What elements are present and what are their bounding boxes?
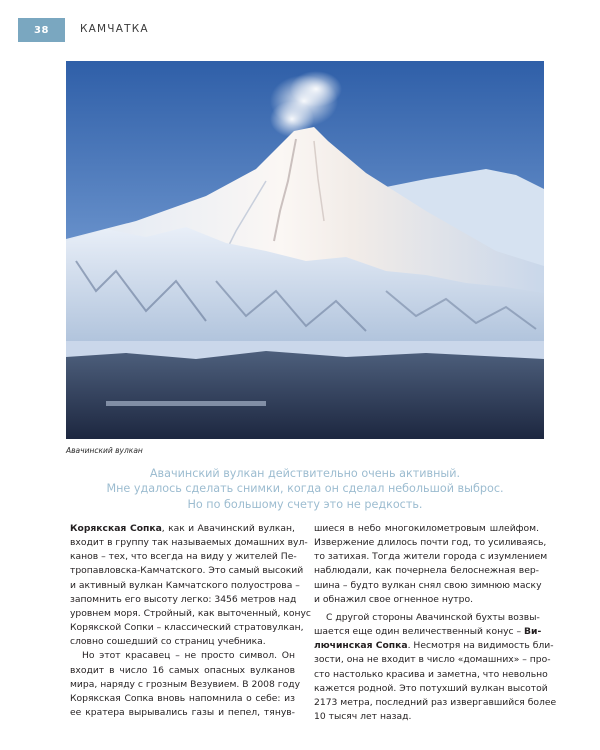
text-line: 10 тысяч лет назад.: [314, 711, 412, 723]
pull-quote-line: Но по большому счету это не редкость.: [187, 497, 423, 511]
text-line: канов – тех, что всегда на виду у жителей Пе-: [70, 551, 297, 563]
text-line: словно сошедший со страниц учебника.: [70, 636, 266, 648]
term-vilyuchinskaya: лючинская Сопка: [314, 640, 408, 652]
term-koryakskaya: Корякская Сопка: [70, 523, 162, 534]
text-line: и активный вулкан Камчатского полуострова –: [70, 579, 300, 591]
text-line: 2173 метра, последний раз извергавшийся более: [314, 696, 557, 708]
text-line: шиеся в небо многокилометровым шлейфом.: [314, 523, 539, 534]
text-line: Корякская Сопка, как и Авачинский вулкан,: [70, 523, 295, 534]
forest: [66, 351, 544, 439]
photo-caption: Авачинский вулкан: [66, 446, 143, 455]
running-title: КАМЧАТКА: [80, 23, 149, 35]
page-number: 38: [34, 24, 49, 36]
text-column-right: [314, 522, 557, 724]
pull-quote-line: Авачинский вулкан действительно очень активный.: [149, 467, 461, 480]
text-line: тропавловска-Камчатского. Это самый высокий: [70, 565, 304, 577]
text-line: С другой стороны Авачинской бухты возвы-: [326, 611, 540, 623]
term-vilyuchinskaya: Ви-: [524, 626, 542, 638]
page-number-badge: [18, 18, 65, 42]
text-line: входит в число 16 самых опасных вулканов: [70, 664, 295, 676]
text-line: и обнажил свое огненное нутро.: [314, 593, 474, 605]
text-line: зости, она не входит в число «домашних» – про-: [314, 654, 551, 666]
text-line: Корякская Сопка вновь напомнила о себе: из: [70, 692, 295, 704]
text-line: лючинская Сопка. Несмотря на видимость бли-: [314, 640, 554, 652]
text-line: сто настолько красива и заметна, что невольно: [314, 668, 548, 680]
text-line: запомнить его высоту легко: 3456 метров над: [70, 593, 297, 605]
text-line: то затихая. Тогда жители города с изумлением: [314, 551, 548, 563]
pull-quote: [66, 466, 544, 512]
text-line: Извержение длилось почти год, то усиливаясь,: [314, 537, 547, 549]
text-line: мира, наряду с грозным Везувием. В 2008 году: [70, 678, 301, 690]
text-line: кажется родной. Это потухший вулкан высотой: [314, 682, 548, 694]
text-line: шается еще один величественный конус – Ви-: [314, 626, 542, 638]
pull-quote-line: Мне удалось сделать снимки, когда он сделал небольшой выброс.: [106, 482, 504, 496]
volcano-photo: [66, 61, 544, 439]
text-line: ее кратера вырывались газы и пепел, тянув-: [70, 707, 295, 719]
text-line: уровнем моря. Стройный, как выточенный, конус: [70, 607, 311, 619]
text-line: наблюдали, как почернела белоснежная вер-: [314, 565, 539, 577]
text-line: входит в группу так называемых домашних вул-: [70, 537, 308, 549]
volcano-illustration: [66, 61, 544, 439]
text-column-left: [70, 522, 311, 720]
text-line: Корякской Сопки – классический стратовулкан,: [70, 622, 304, 634]
text-line: Но этот красавец – не просто символ. Он: [82, 650, 295, 662]
text-line: шина – будто вулкан снял свою зимнюю маску: [314, 579, 542, 591]
